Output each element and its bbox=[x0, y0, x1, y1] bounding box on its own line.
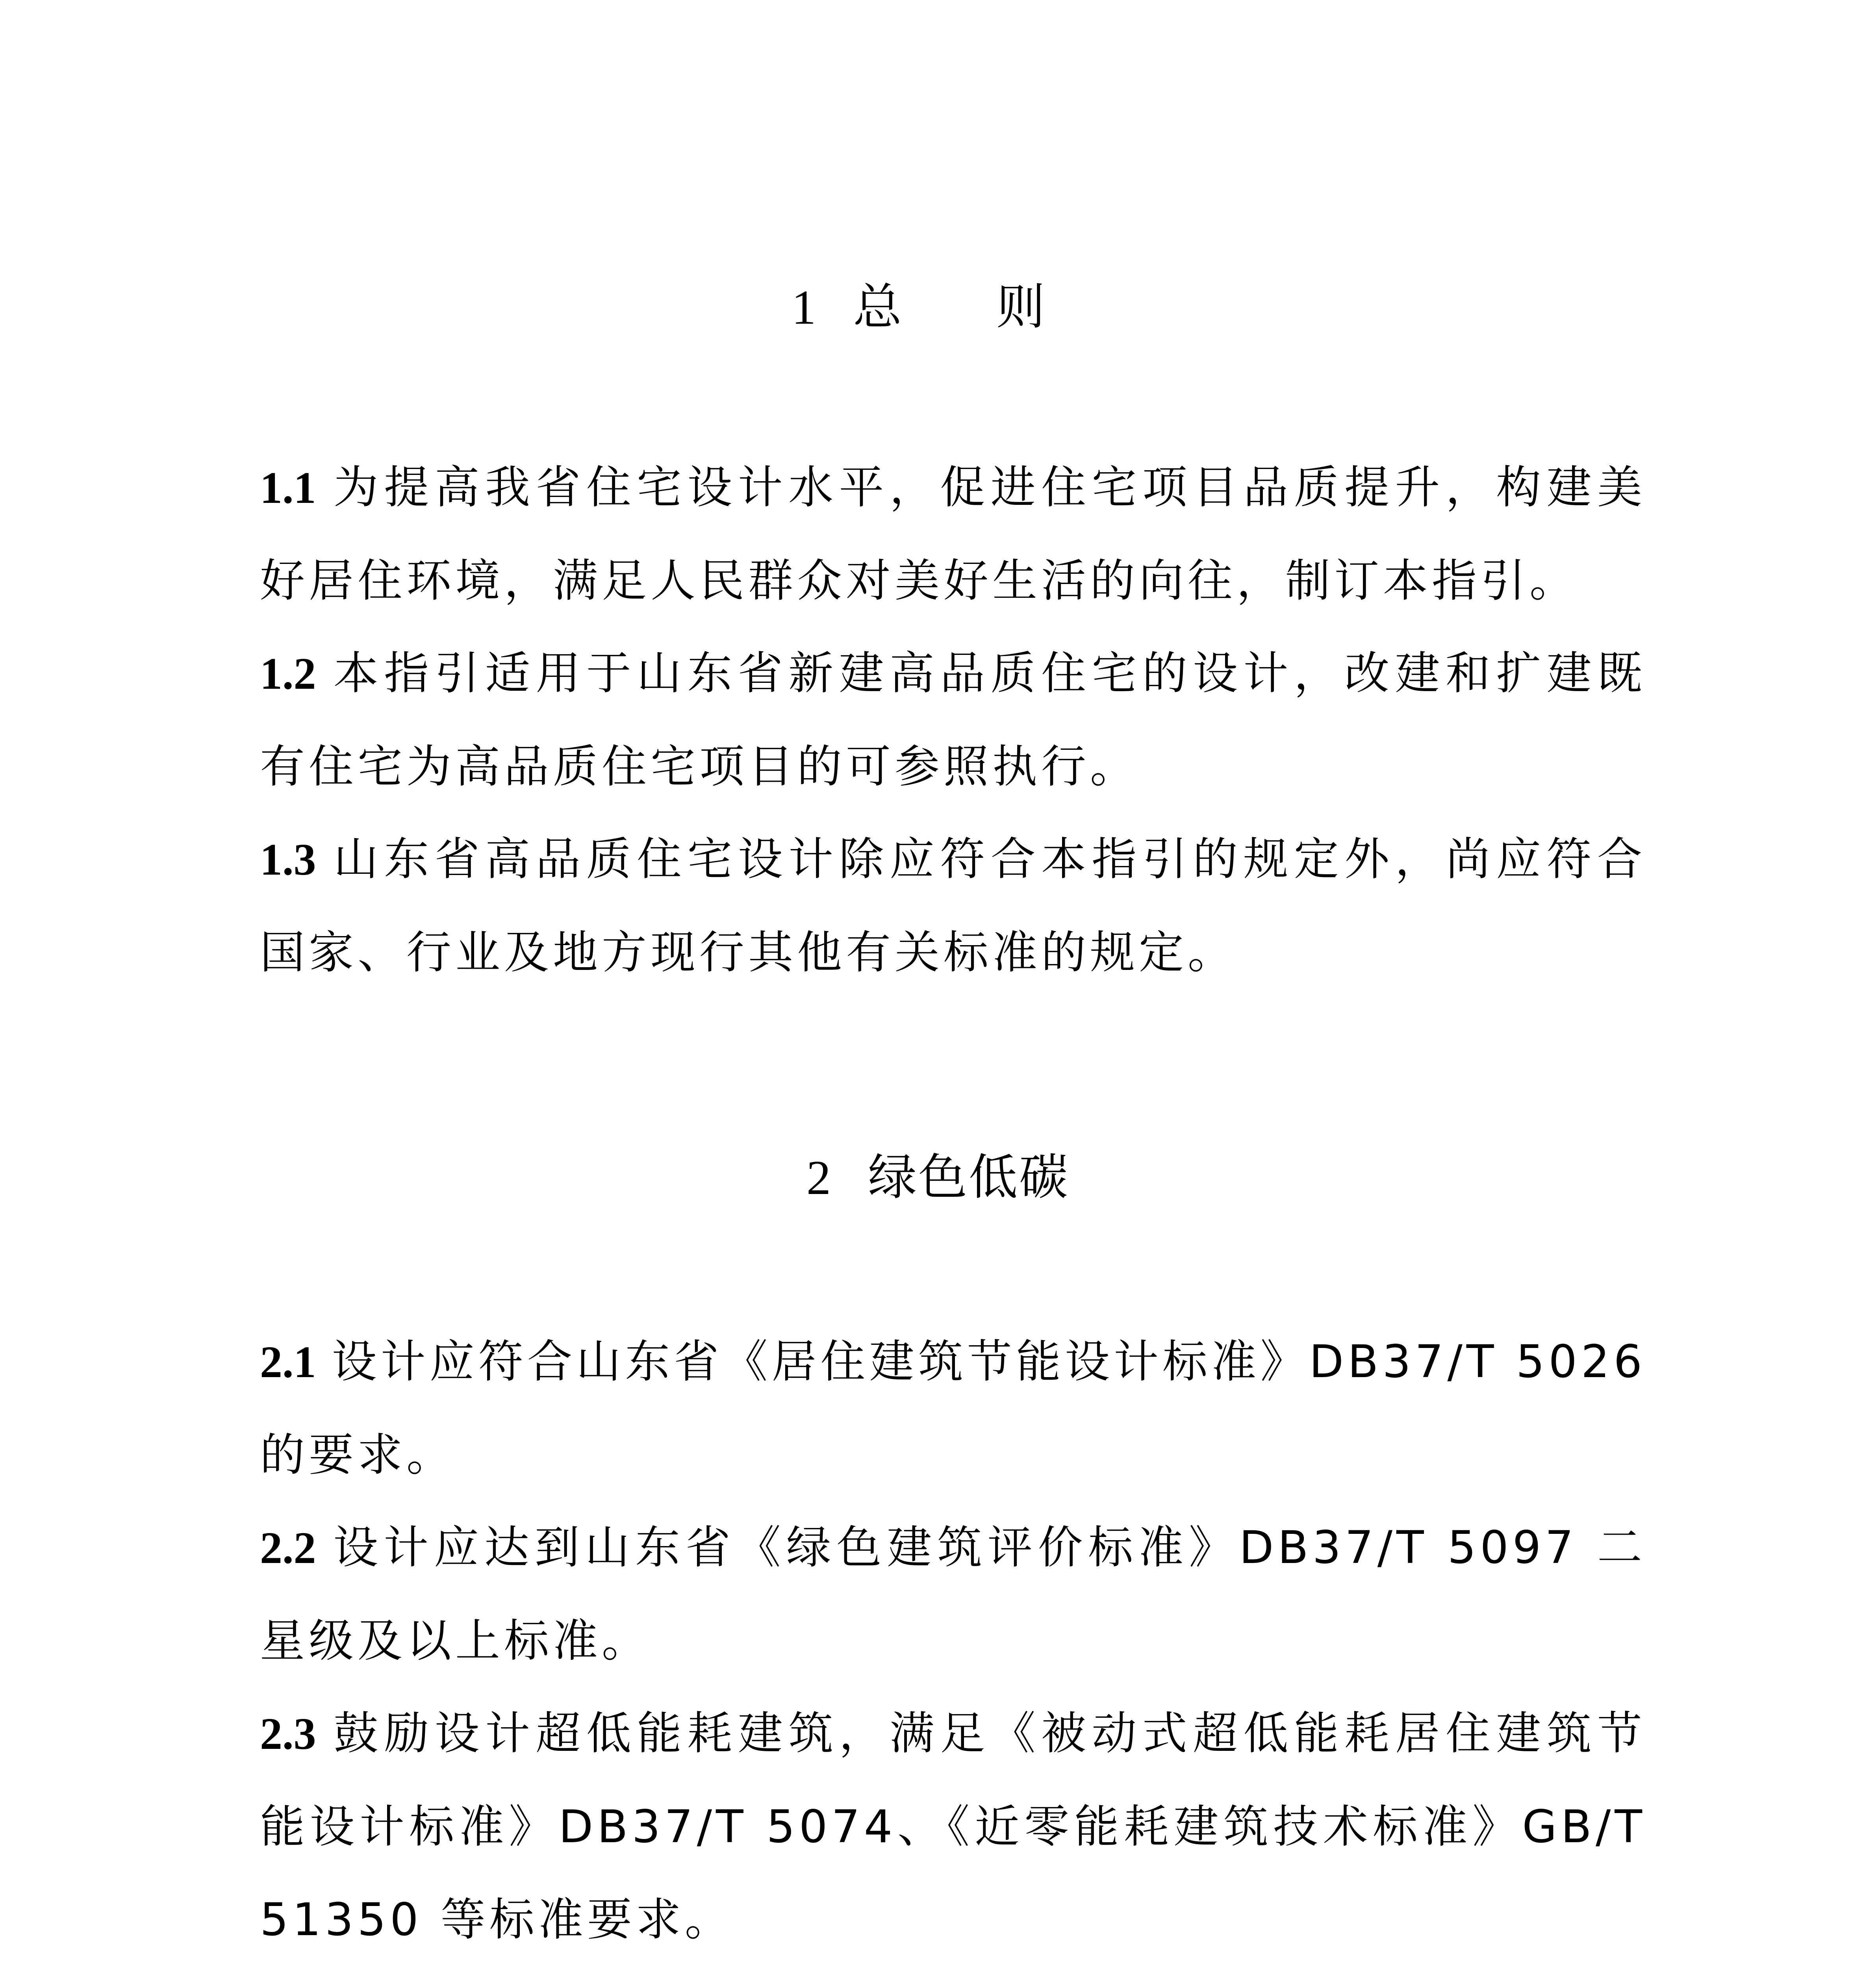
section-title: 总 则 bbox=[853, 279, 1084, 336]
clause-1-1 bbox=[260, 441, 1646, 627]
clause-1-2 bbox=[260, 627, 1646, 813]
clause-text: 设计应符合山东省《居住建筑节能设计标准》DB37/T 5026的要求。 bbox=[260, 1335, 1646, 1481]
section-title: 绿色低碳 bbox=[868, 1149, 1070, 1206]
section-number: 2 bbox=[806, 1151, 832, 1205]
clause-number: 2.3 bbox=[260, 1709, 316, 1759]
clause-text: 山东省高品质住宅设计除应符合本指引的规定外，尚应符合国家、行业及地方现行其他有关标准的规定。 bbox=[260, 833, 1646, 979]
clause-text: 本指引适用于山东省新建高品质住宅的设计，改建和扩建既有住宅为高品质住宅项目的可参照执行。 bbox=[260, 647, 1646, 793]
clause-text: 为提高我省住宅设计水平，促进住宅项目品质提升，构建美好居住环境，满足人民群众对美好生活的向往，制订本指引。 bbox=[260, 461, 1646, 607]
clause-text: 鼓励设计超低能耗建筑，满足《被动式超低能耗居住建筑节能设计标准》DB37/T 5074、《近零能耗建筑技术标准》GB/T 51350 等标准要求。 bbox=[260, 1707, 1646, 1946]
clause-2-3 bbox=[260, 1687, 1646, 1966]
clause-1-3 bbox=[260, 813, 1646, 999]
section-2-heading bbox=[0, 1146, 1876, 1209]
clause-2-4 bbox=[260, 1966, 1646, 1969]
clause-2-2 bbox=[260, 1501, 1646, 1687]
clause-number: 2.2 bbox=[260, 1523, 316, 1573]
clause-number: 1.1 bbox=[260, 463, 316, 513]
section-1-heading bbox=[0, 276, 1876, 339]
clause-2-1 bbox=[260, 1315, 1646, 1502]
clause-number: 1.2 bbox=[260, 649, 316, 699]
clause-number: 2.1 bbox=[260, 1337, 316, 1387]
clause-number: 1.3 bbox=[260, 834, 316, 884]
section-number: 1 bbox=[792, 280, 818, 334]
clause-text: 设计应达到山东省《绿色建筑评价标准》DB37/T 5097 二星级及以上标准。 bbox=[260, 1521, 1646, 1667]
